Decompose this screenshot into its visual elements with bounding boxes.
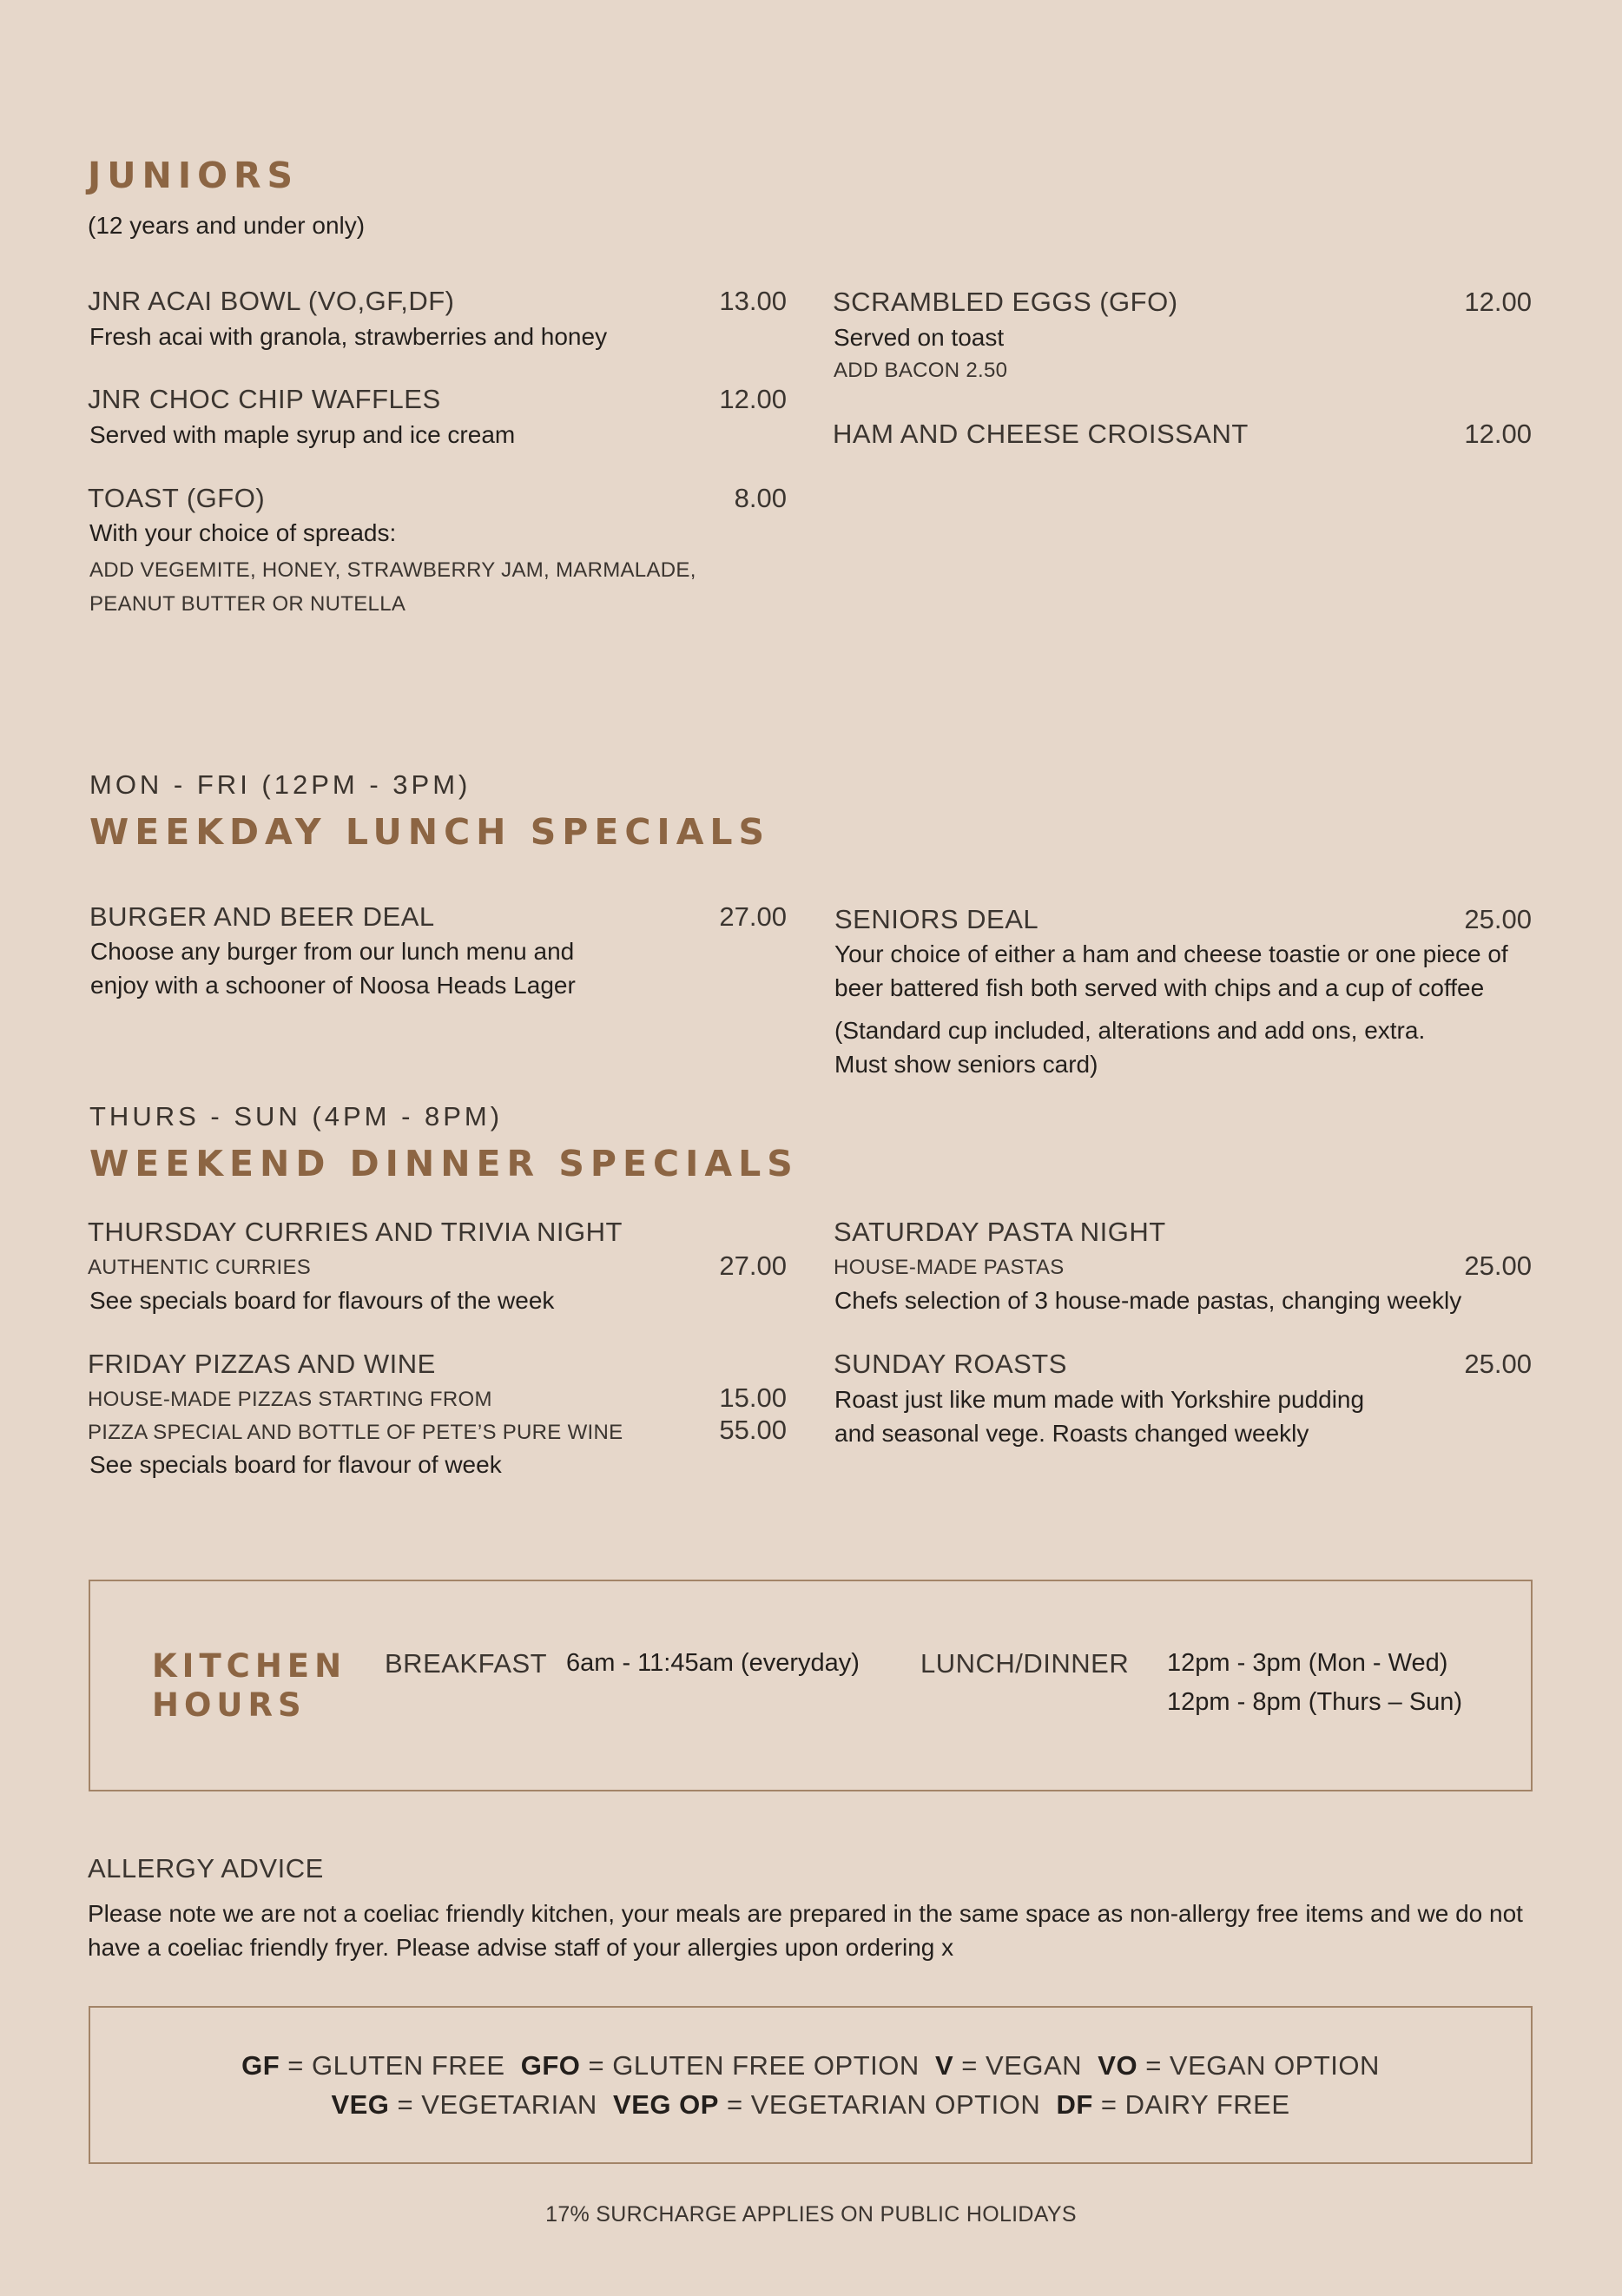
menu-item-price: 12.00 [719,384,787,414]
menu-item-desc: beer battered fish both served with chips and a cup of coffee [834,974,1485,1001]
menu-item-price: 12.00 [1464,419,1532,449]
menu-item-desc: See specials board for flavour of week [89,1451,502,1478]
menu-item-price: 15.00 [719,1382,787,1413]
menu-item-name: SENIORS DEAL [834,904,1039,934]
menu-item-price: 27.00 [719,1250,787,1281]
menu-item-desc: With your choice of spreads: [89,519,397,546]
juniors-title: JUNIORS [88,155,300,196]
legend-text: = VEGAN OPTION [1145,2050,1380,2081]
menu-item-desc: Choose any burger from our lunch menu and [90,938,575,965]
weekday-subtitle: MON - FRI (12PM - 3PM) [89,769,471,800]
menu-item-desc: Chefs selection of 3 house-made pastas, changing weekly [834,1287,1462,1314]
menu-item-name: TOAST (GFO) [88,483,266,513]
menu-item-desc: Fresh acai with granola, strawberries and honey [89,323,608,350]
dietary-legend-box [89,2006,1533,2164]
lunch-dinner-time: 12pm - 3pm (Mon - Wed) [1167,1649,1448,1677]
allergy-text: Please note we are not a coeliac friendly kitchen, your meals are prepared in the same space as non-allergy free items and we do not [88,1900,1523,1927]
legend-code: GFO [520,2050,581,2081]
menu-item-desc: Served on toast [834,324,1005,351]
legend-text: = VEGETARIAN OPTION [727,2089,1041,2120]
dietary-legend-line [89,2089,1533,2121]
menu-item-name: JNR CHOC CHIP WAFFLES [88,384,441,414]
legend-code: VO [1098,2050,1138,2081]
surcharge-note: 17% SURCHARGE APPLIES ON PUBLIC HOLIDAYS [545,2202,1077,2227]
menu-item-price: 25.00 [1464,1250,1532,1281]
kitchen-hours-title-line2: HOURS [152,1686,307,1724]
menu-item-note: Must show seniors card) [834,1051,1098,1078]
menu-item-extra: PEANUT BUTTER OR NUTELLA [89,592,406,616]
menu-item-name: THURSDAY CURRIES AND TRIVIA NIGHT [88,1217,623,1247]
menu-item-price: 55.00 [719,1415,787,1445]
legend-code: VEG [331,2089,390,2120]
menu-item-name: BURGER AND BEER DEAL [89,901,435,932]
menu-item-desc: Your choice of either a ham and cheese toastie or one piece of [834,940,1508,967]
menu-item-desc: See specials board for flavours of the week [89,1287,555,1314]
weekday-title: WEEKDAY LUNCH SPECIALS [89,811,771,853]
legend-text: = DAIRY FREE [1100,2089,1290,2120]
menu-item-extra: ADD VEGEMITE, HONEY, STRAWBERRY JAM, MARMALADE, [89,558,696,582]
menu-item-name: FRIDAY PIZZAS AND WINE [88,1349,436,1379]
weekend-subtitle: THURS - SUN (4PM - 8PM) [89,1101,504,1132]
menu-item-price: 12.00 [1464,287,1532,317]
menu-item-desc: and seasonal vege. Roasts changed weekly [834,1420,1309,1447]
menu-item-name: SUNDAY ROASTS [834,1349,1067,1379]
lunch-dinner-label: LUNCH/DINNER [920,1648,1130,1679]
legend-code: V [934,2050,954,2081]
menu-item-note: (Standard cup included, alterations and add ons, extra. [834,1017,1426,1044]
legend-text: = VEGETARIAN [397,2089,597,2120]
menu-item-sub: HOUSE-MADE PASTAS [834,1256,1065,1279]
legend-code: GF [241,2050,280,2081]
menu-item-price: 25.00 [1464,1349,1532,1379]
breakfast-time: 6am - 11:45am (everyday) [566,1649,860,1677]
allergy-title: ALLERGY ADVICE [88,1853,324,1884]
breakfast-label: BREAKFAST [385,1648,548,1679]
menu-item-name: HAM AND CHEESE CROISSANT [833,419,1249,449]
menu-item-desc: enjoy with a schooner of Noosa Heads Lager [90,972,576,999]
legend-code: VEG OP [613,2089,719,2120]
allergy-text: have a coeliac friendly fryer. Please advise staff of your allergies upon ordering x [88,1934,954,1961]
dietary-legend-line [89,2050,1533,2082]
menu-item-sub: HOUSE-MADE PIZZAS STARTING FROM [88,1388,492,1411]
juniors-note: (12 years and under only) [88,212,366,239]
legend-code: DF [1056,2089,1093,2120]
menu-item-price: 13.00 [719,286,787,316]
weekend-title: WEEKEND DINNER SPECIALS [89,1143,799,1184]
menu-item-name: SATURDAY PASTA NIGHT [834,1217,1166,1247]
menu-item-extra: ADD BACON 2.50 [834,359,1008,382]
menu-item-name: SCRAMBLED EGGS (GFO) [833,287,1178,317]
menu-item-price: 27.00 [719,901,787,932]
menu-item-price: 8.00 [734,483,787,513]
legend-text: = GLUTEN FREE OPTION [588,2050,920,2081]
menu-item-desc: Roast just like mum made with Yorkshire pudding [834,1386,1365,1413]
legend-text: = VEGAN [961,2050,1083,2081]
menu-item-sub: AUTHENTIC CURRIES [88,1256,312,1279]
menu-item-sub: PIZZA SPECIAL AND BOTTLE OF PETE’S PURE WINE [88,1421,623,1444]
legend-text: = GLUTEN FREE [287,2050,505,2081]
menu-item-price: 25.00 [1464,904,1532,934]
menu-item-name: JNR ACAI BOWL (VO,GF,DF) [88,286,455,316]
menu-item-desc: Served with maple syrup and ice cream [89,421,516,448]
lunch-dinner-time: 12pm - 8pm (Thurs – Sun) [1167,1688,1463,1716]
kitchen-hours-title-line1: KITCHEN [152,1647,347,1685]
kitchen-hours-title [152,1646,346,1725]
